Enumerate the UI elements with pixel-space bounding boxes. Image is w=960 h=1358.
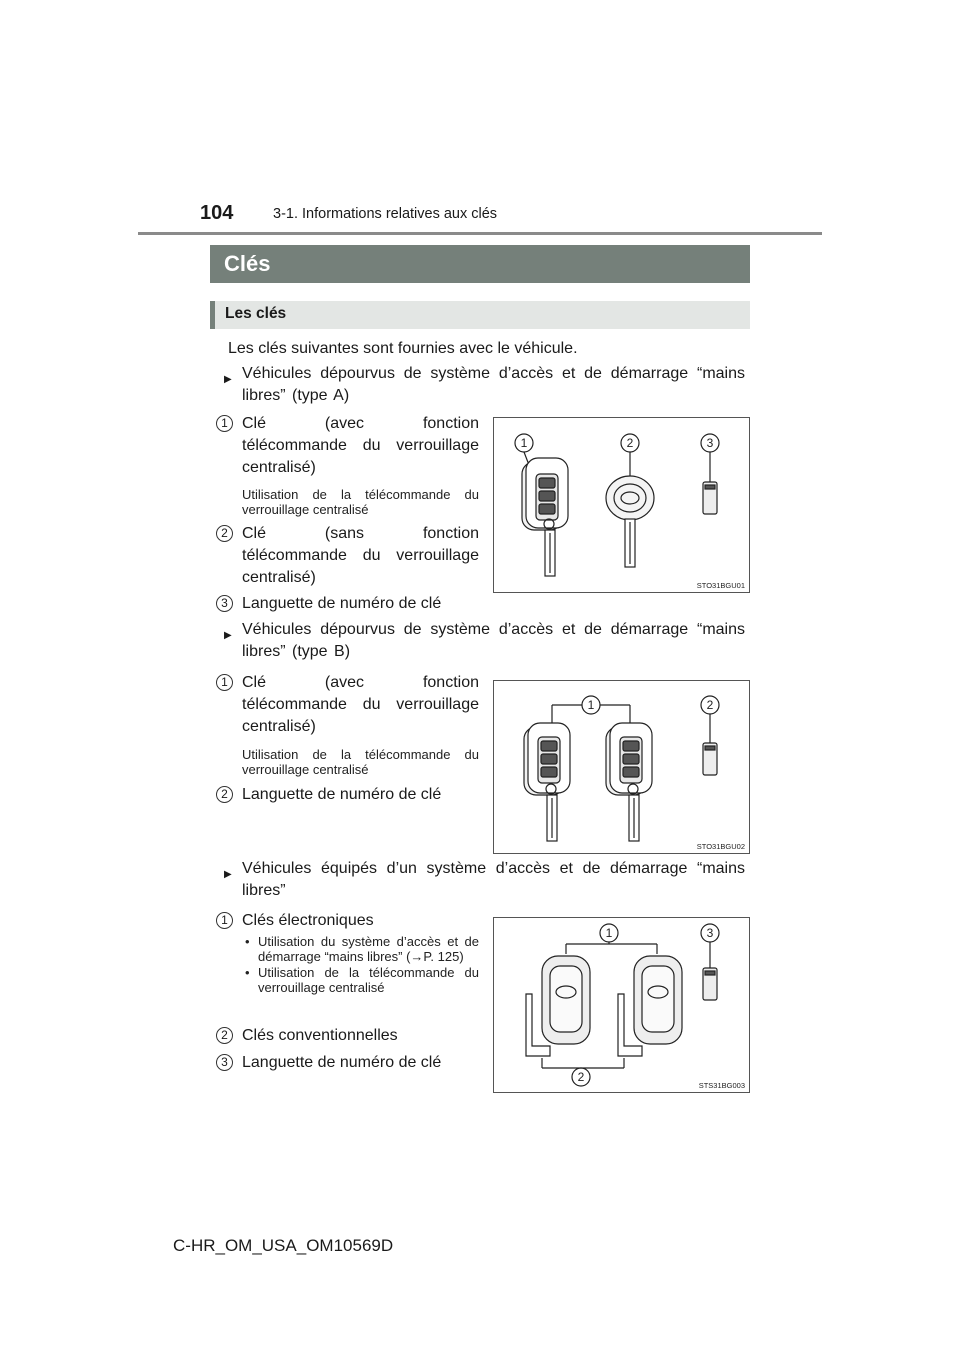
bullet-item: • Utilisation du système d’accès et de démarrage “mains libres” (→P. 125) (242, 934, 479, 964)
item-label: Clé (avec fonction télécommande du verrouillage centralisé) (242, 674, 479, 735)
item-number: 1 (216, 415, 233, 432)
item-number: 1 (216, 912, 233, 929)
item-number: 2 (216, 786, 233, 803)
figure-keys-type-b (493, 680, 750, 854)
item-number: 1 (216, 674, 233, 691)
figure-code: STO31BGU01 (696, 581, 745, 590)
item-label: Languette de numéro de clé (242, 595, 442, 612)
callout-1: 1 (605, 926, 613, 940)
item-number: 2 (216, 1027, 233, 1044)
section-a-heading (224, 363, 745, 407)
section-a-heading-text: Véhicules dépourvus de système d’accès et de démarrage “mains libres” (type A) (242, 365, 745, 404)
section-title: 3-1. Informations relatives aux clés (273, 206, 498, 222)
item-label: Clés conventionnelles (242, 1027, 398, 1044)
item-label: Clé (sans fonction télécommande du verrouillage centralisé) (242, 525, 479, 586)
document-id: C-HR_OM_USA_OM10569D (173, 1236, 394, 1255)
item-label: Languette de numéro de clé (242, 786, 442, 803)
bullet-item: • Utilisation de la télécommande du verrouillage centralisé (242, 965, 479, 995)
item-number: 3 (216, 1054, 233, 1071)
item-note: Utilisation de la télécommande du verrouillage centralisé (242, 487, 479, 517)
section-c-heading (224, 858, 745, 902)
callout-3: 3 (706, 436, 714, 450)
triangle-bullet-icon: ▶ (224, 630, 232, 641)
item-label: Languette de numéro de clé (242, 1054, 442, 1071)
item-number: 2 (216, 525, 233, 542)
figure-code: STS31BG003 (698, 1081, 745, 1090)
figure-keys-type-a (493, 417, 750, 593)
callout-2: 2 (626, 436, 634, 450)
section-c-heading-text: Véhicules équipés d’un système d’accès et de démarrage “mains libres” (242, 860, 745, 899)
item-label: Clés électroniques (242, 912, 374, 929)
callout-1: 1 (587, 698, 595, 712)
figure-electronic-keys (493, 917, 750, 1093)
item-bullet-list (242, 934, 479, 996)
section-b-heading-text: Véhicules dépourvus de système d’accès et de démarrage “mains libres” (type B) (242, 621, 745, 660)
intro-text: Les clés suivantes sont fournies avec le véhicule. (228, 340, 578, 357)
callout-1: 1 (520, 436, 528, 450)
figure-code: STO31BGU02 (696, 842, 745, 851)
section-b-heading (224, 619, 745, 663)
main-heading: Clés (210, 245, 750, 283)
callout-3: 3 (706, 926, 714, 940)
triangle-bullet-icon: ▶ (224, 374, 232, 385)
item-number: 3 (216, 595, 233, 612)
triangle-bullet-icon: ▶ (224, 869, 232, 880)
item-note: Utilisation de la télécommande du verrouillage centralisé (242, 747, 479, 777)
item-label: Clé (avec fonction télécommande du verrouillage centralisé) (242, 415, 479, 476)
sub-heading: Les clés (210, 301, 750, 329)
callout-2: 2 (706, 698, 714, 712)
page-number: 104 (200, 202, 234, 224)
header-divider (138, 232, 822, 235)
callout-2: 2 (577, 1070, 585, 1084)
